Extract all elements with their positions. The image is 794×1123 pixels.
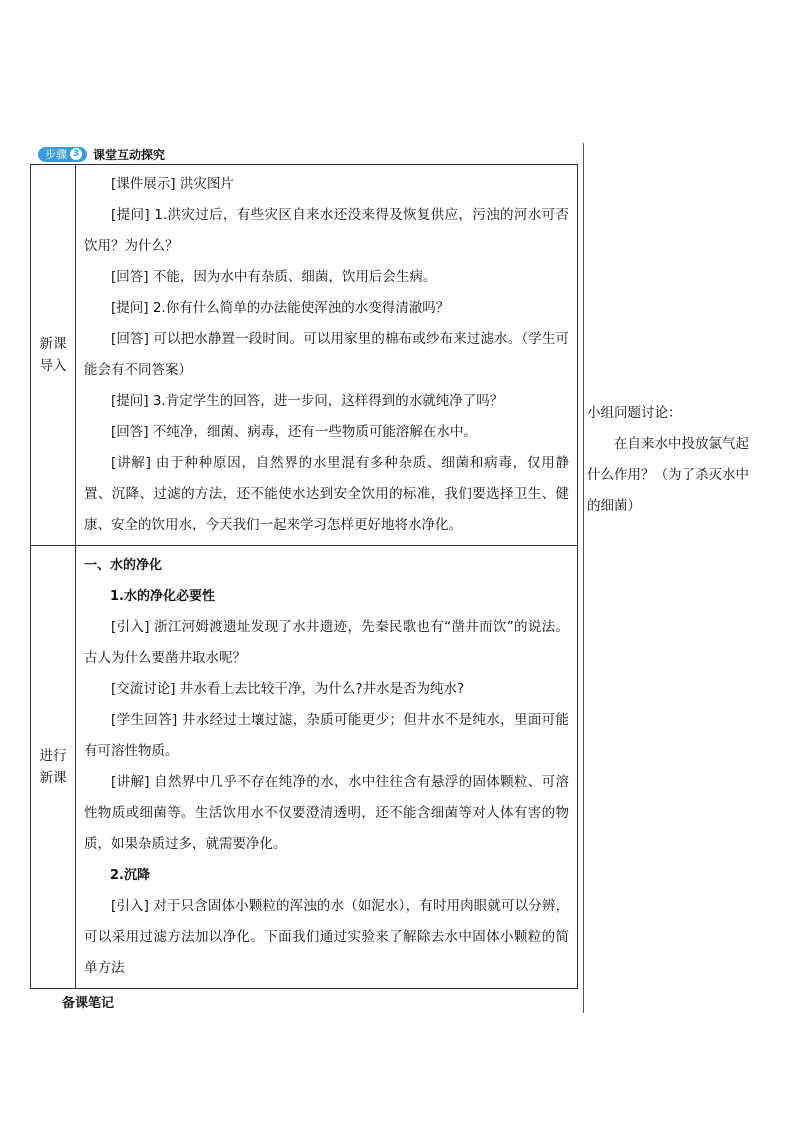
lesson-table [30,164,578,989]
paragraph: [提问] 3.肯定学生的回答，进一步问，这样得到的水就纯净了吗？ [111,393,504,409]
side-note-title: 小组问题讨论： [587,405,682,421]
paragraph: [提问] 2.你有什么简单的办法能使浑浊的水变得清澈吗？ [111,300,450,316]
section-label-new-lesson [31,546,76,989]
paragraph: [引入] 浙江河姆渡遗址发现了水井遗迹，先秦民歌也有“凿井而饮”的说法。古人为什么要凿井取水呢？ [84,619,569,666]
section-label-new-lesson-text: 进行新课 [39,748,67,786]
subheading: 1.水的净化必要性 [110,589,215,604]
paragraph: [回答] 可以把水静置一段时间。可以用家里的棉布或纱布来过滤水。（学生可能会有不同答案） [84,331,569,378]
section-label-intro [31,165,76,546]
margin-divider [583,143,584,1013]
subheading: 2.沉降 [110,868,150,883]
step-badge [38,147,87,162]
paragraph: [引入] 对于只含固体小颗粒的浑浊的水（如泥水），有时用肉眼就可以分辨，可以采用过滤方法加以净化。下面我们通过实验来了解除去水中固体小颗粒的简单方法 [84,898,569,976]
step-badge-text: 步骤 [45,147,67,161]
paragraph: [课件展示] 洪灾图片 [111,176,234,192]
paragraph: [讲解] 自然界中几乎不存在纯净的水，水中往往含有悬浮的固体颗粒、可溶性物质或细菌等。生活饮用水不仅要澄清透明，还不能含细菌等对人体有害的物质，如果杂质过多，就需要净化。 [84,774,569,852]
section-row-intro [31,165,578,546]
paragraph: [回答] 不能，因为水中有杂质、细菌，饮用后会生病。 [111,269,437,285]
section-content-new-lesson [76,546,578,989]
paragraph: [提问] 1.洪灾过后，有些灾区自来水还没来得及恢复供应，污浊的河水可否饮用？为什么？ [84,207,569,254]
section-content-intro [76,165,578,546]
notes-label: 备课笔记 [62,996,115,1011]
section-row-new-lesson [31,546,578,989]
paragraph: [学生回答] 井水经过土壤过滤，杂质可能更少；但井水不是纯水，里面可能有可溶性物质。 [84,712,569,759]
section-label-intro-text: 新课导入 [39,336,67,374]
paragraph: [回答] 不纯净，细菌、病毒，还有一些物质可能溶解在水中。 [111,424,477,440]
paragraph: [交流讨论] 井水看上去比较干净，为什么?井水是否为纯水? [111,681,465,697]
side-note [587,398,762,522]
section-heading: 一、水的净化 [84,558,163,573]
side-note-body: 在自来水中投放氯气起什么作用？（为了杀灭水中的细菌） [587,436,749,514]
paragraph: [讲解] 由于种种原因，自然界的水里混有多种杂质、细菌和病毒，仅用静置、沉降、过滤的方法，还不能使水达到安全饮用的标准，我们要选择卫生、健康、安全的饮用水，今天我们一起来学习怎样更好地将水净化。 [84,455,569,533]
step-number: 3 [70,148,82,160]
step-title: 课堂互动探究 [93,147,166,162]
step-header [38,146,165,162]
